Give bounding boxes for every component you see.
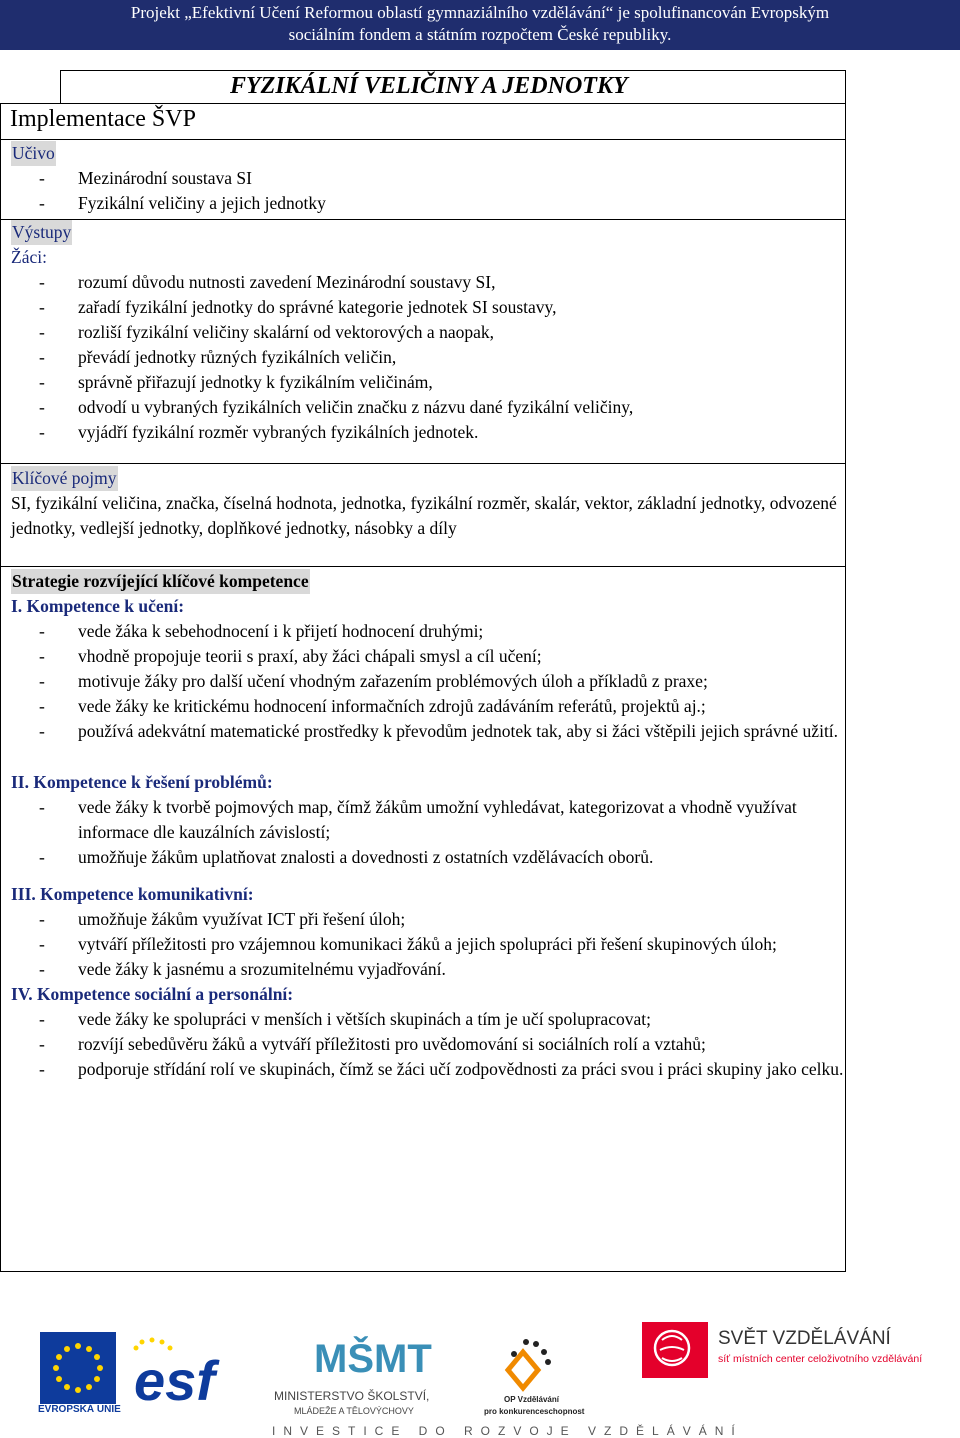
group-title: IV. Kompetence sociální a personální:	[11, 984, 294, 1004]
list-item: - vede žáky k tvorbě pojmových map, čímž žákům umožní vyhledávat, kategorizovat a vhodně využívat informace dle kauzálních závislostí;	[11, 795, 845, 845]
investice-tagline: INVESTICE DO ROZVOJE VZDĚLÁVÁNÍ	[272, 1424, 743, 1438]
list-item: - vede žáky ke kritickému hodnocení informačních zdrojů zadáváním referátů, projektů aj.;	[11, 694, 845, 719]
footer-logos	[0, 1320, 960, 1436]
vystupy-sublabel: Žáci:	[11, 247, 47, 267]
sv-subtitle: síť místních center celoživotního vzdělávání	[718, 1353, 923, 1365]
msmt-logo	[272, 1320, 452, 1420]
list-item: - rozvíjí sebedůvěru žáků a vytváří příležitosti pro uvědomování si sociálních rolí a vztahů;	[11, 1032, 845, 1057]
page-title: FYZIKÁLNÍ VELIČINY A JEDNOTKY	[230, 73, 628, 99]
list-item: - zařadí fyzikální jednotky do správné kategorie jednotek SI soustavy,	[11, 295, 845, 320]
list-item: - vede žáky k jasnému a srozumitelnému vyjadřování.	[11, 957, 845, 982]
header-line-1: Projekt „Efektivní Učení Reformou oblastí gymnaziálního vzdělávání“ je spolufinancován Evropským	[130, 3, 830, 22]
op-line-1: OP Vzdělávání	[504, 1395, 559, 1404]
vystupy-label: Výstupy	[11, 220, 72, 245]
list-item: - vhodně propojuje teorii s praxí, aby žáci chápali smysl a cíl učení;	[11, 644, 845, 669]
group-title: I. Kompetence k učení:	[11, 596, 185, 616]
section-klicove-pojmy	[0, 463, 846, 566]
list-item: - vytváří příležitosti pro vzájemnou komunikaci žáků a jejich spolupráci při řešení skupinových úloh;	[11, 932, 845, 957]
list-item: - rozumí důvodu nutnosti zavedení Mezinárodní soustavy SI,	[11, 270, 845, 295]
ucivo-list	[11, 166, 845, 216]
list-item: - vede žáky ke spolupráci v menších i větších skupinách a tím je učí spolupracovat;	[11, 1007, 845, 1032]
op-line-2: pro konkurenceschopnost	[484, 1407, 585, 1416]
esf-label: esf	[134, 1349, 215, 1406]
eu-flag-icon	[40, 1332, 116, 1404]
list-item: - používá adekvátní matematické prostředky k převodům jednotek tak, aby si žáci vštěpili jejich správné užití.	[11, 719, 845, 744]
section-ucivo	[0, 139, 846, 219]
group-list	[11, 795, 845, 870]
klicove-label: Klíčové pojmy	[11, 466, 118, 491]
list-item: - odvodí u vybraných fyzikálních veličin značku z názvu dané fyzikální veličiny,	[11, 395, 845, 420]
op-logo	[478, 1330, 598, 1420]
list-item: - umožňuje žákům využívat ICT při řešení úloh;	[11, 907, 845, 932]
section-strategie	[0, 566, 846, 1272]
msmt-line-1: MINISTERSTVO ŠKOLSTVÍ,	[274, 1389, 430, 1403]
group-title: II. Kompetence k řešení problémů:	[11, 772, 273, 792]
list-item: - převádí jednotky různých fyzikálních veličin,	[11, 345, 845, 370]
esf-logo	[130, 1330, 240, 1406]
list-item: - rozliší fyzikální veličiny skalární od vektorových a naopak,	[11, 320, 845, 345]
strategie-label: Strategie rozvíjející klíčové kompetence	[11, 569, 310, 594]
list-item: - podporuje střídání rolí ve skupinách, čímž se žáci učí zodpovědnosti za práci svou i práci skupiny jako celku.	[11, 1057, 845, 1082]
list-item: - Fyzikální veličiny a jejich jednotky	[11, 191, 845, 216]
ucivo-label: Učivo	[11, 141, 56, 166]
eu-label: EVROPSKÁ UNIE	[38, 1404, 121, 1415]
header-line-2: sociálním fondem a státním rozpočtem České republiky.	[288, 25, 672, 44]
list-item: - motivuje žáky pro další učení vhodným zařazením problémových úloh a příkladů z praxe;	[11, 669, 845, 694]
section-vystupy	[0, 219, 846, 463]
list-item: - umožňuje žákům uplatňovat znalosti a dovednosti z ostatních vzdělávacích oborů.	[11, 845, 845, 870]
vystupy-list	[11, 270, 845, 445]
page-header	[0, 0, 960, 50]
implementation-title: Implementace ŠVP	[10, 106, 196, 132]
sv-title: SVĚT VZDĚLÁVÁNÍ	[718, 1328, 891, 1349]
klicove-text: SI, fyzikální veličina, značka, číselná hodnota, jednotka, fyzikální rozměr, skalár, vektor, základní jednotky, odvozené jednotky, vedlejší jednotky, doplňkové jednotky, násobky a díly	[11, 493, 837, 538]
group-list	[11, 907, 845, 982]
list-item: - vede žáka k sebehodnocení i k přijetí hodnocení druhými;	[11, 619, 845, 644]
list-item: - Mezinárodní soustava SI	[11, 166, 845, 191]
svet-vzdelavani-logo	[640, 1320, 960, 1380]
group-list	[11, 1007, 845, 1082]
msmt-label: MŠMT	[314, 1337, 432, 1381]
group-list	[11, 619, 845, 744]
list-item: - vyjádří fyzikální rozměr vybraných fyzikálních jednotek.	[11, 420, 845, 445]
msmt-line-2: MLÁDEŽE A TĚLOVÝCHOVY	[294, 1406, 414, 1416]
list-item: - správně přiřazují jednotky k fyzikálním veličinám,	[11, 370, 845, 395]
group-title: III. Kompetence komunikativní:	[11, 884, 254, 904]
